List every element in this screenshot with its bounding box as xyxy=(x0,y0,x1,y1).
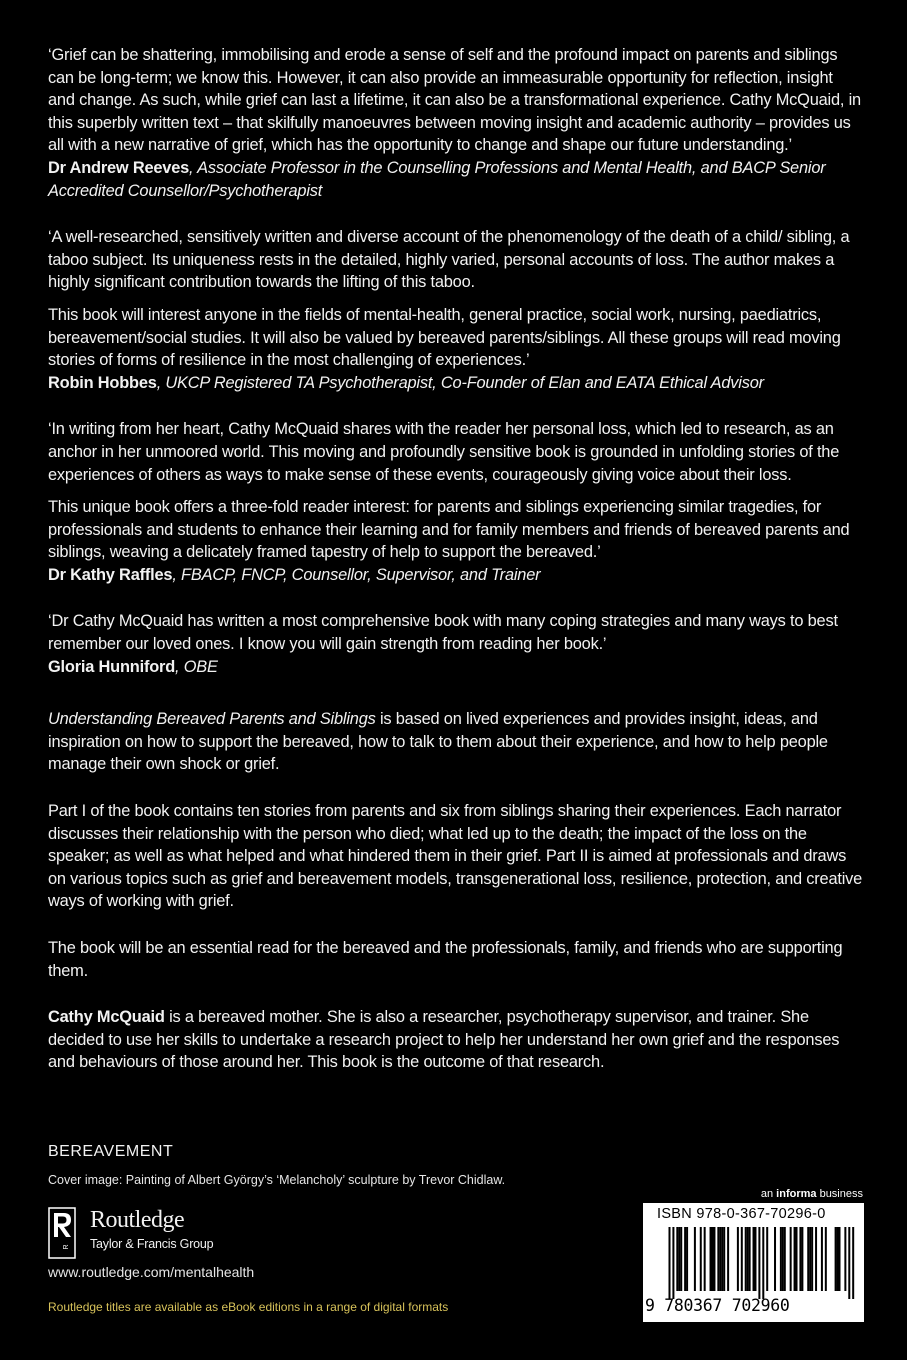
barcode-bar xyxy=(721,1227,723,1291)
barcode-bar xyxy=(809,1227,811,1291)
blurb-4-role: , OBE xyxy=(175,657,218,676)
barcode-bar xyxy=(807,1227,809,1291)
barcode-bar xyxy=(741,1227,743,1291)
blurb-4-attribution xyxy=(48,656,863,679)
description-essential: The book will be an essential read for the bereaved and the professionals, family, and friends who are supporting them. xyxy=(48,939,843,980)
barcode-bar xyxy=(711,1227,713,1291)
isbn-barcode xyxy=(643,1203,864,1322)
barcode-bar xyxy=(668,1227,670,1299)
blurb-1-name: Dr Andrew Reeves xyxy=(48,158,190,177)
blurb-2-role: , UKCP Registered TA Psychotherapist, Co-Founder of Elan and EATA Ethical Advisor xyxy=(156,373,764,392)
barcode-bar xyxy=(710,1227,712,1291)
informa-suffix: business xyxy=(816,1188,863,1200)
book-title: Understanding Bereaved Parents and Siblings xyxy=(48,710,376,729)
isbn-number: ISBN 978-0-367-70296-0 xyxy=(657,1206,826,1222)
barcode-bar xyxy=(749,1227,751,1291)
barcode-bar xyxy=(723,1227,725,1291)
informa-brand: informa xyxy=(776,1188,817,1200)
barcode-bar xyxy=(839,1227,841,1291)
blurb-4-quote: ‘Dr Cathy McQuaid has written a most comprehensive book with many coping strategies and many ways to best remember our loved ones. I know you will gain strength from reading her book.’ xyxy=(48,612,838,654)
barcode-bar xyxy=(848,1227,850,1299)
barcode-bar xyxy=(680,1227,682,1291)
barcode-bar xyxy=(780,1227,782,1291)
barcode-bar xyxy=(747,1227,749,1291)
blurb-1-role: , Associate Professor in the Counselling Professions and Mental Health, and BACP Senior Accredited Counsellor/Psychotherapist xyxy=(48,158,826,200)
description-intro xyxy=(48,708,863,776)
barcode-bar xyxy=(753,1227,755,1291)
barcode-bar xyxy=(811,1227,813,1291)
barcode-digits: 9 780367 702960 xyxy=(645,1296,790,1315)
barcode-bar xyxy=(762,1227,764,1299)
description-parts: Part I of the book contains ten stories from parents and six from siblings sharing their experiences. Each narrator discusses their relationship with the person who died; what led up to the death; the impact of the loss on the speaker; as well as what helped and what hindered them in their grief. Part II is aimed at professionals and draws on various topics such as grief and bereavement models, transgenerational loss, resilience, protection, and creative ways of working with grief. xyxy=(48,802,863,911)
barcode-bar xyxy=(672,1227,674,1299)
barcode-bar xyxy=(801,1227,803,1291)
barcode-bar xyxy=(766,1227,768,1291)
ebook-note: Routledge titles are available as eBook editions in a range of digital formats xyxy=(48,1300,449,1314)
barcode-bar xyxy=(713,1227,715,1291)
barcode-bar xyxy=(815,1227,817,1291)
description-intro-text: is based on lived experiences and provides insight, ideas, and inspiration on how to support the bereaved, how to talk to them about their experience, and how to help people manage their own shock or grief. xyxy=(48,710,828,774)
blurb-3-name: Dr Kathy Raffles xyxy=(48,565,173,584)
barcode-bar xyxy=(790,1227,792,1291)
logo-letter: R xyxy=(63,1244,70,1250)
blurb-2-quote-p1: ‘A well-researched, sensitively written and diverse account of the phenomenology of the death of a child/ sibling, a taboo subject. Its uniqueness rests in the detailed, highly varied, personal accounts of loss. The author makes a highly significant contribution towards the lifting of this taboo. xyxy=(48,228,850,292)
barcode-bar xyxy=(700,1227,702,1291)
barcode-bar xyxy=(719,1227,721,1291)
blurb-1-quote: ‘Grief can be shattering, immobilising and erode a sense of self and the profound impact on parents and siblings can be long-term; we know this. However, it can also provide an immeasurable opportunity for reflection, insight and change. As such, while grief can last a lifetime, it can also be a transformational experience. Cathy McQuaid, in this superbly written text – that skilfully manoeuvres between moving insight and academic authority – provides us all with a new narrative of grief, which has the opportunity to change and shape our future understanding.’ xyxy=(48,46,861,155)
barcode-bar xyxy=(796,1227,798,1291)
author-bio xyxy=(48,1006,863,1074)
barcode-bar xyxy=(745,1227,747,1291)
barcode-bar xyxy=(754,1227,756,1291)
informa-prefix: an xyxy=(760,1188,777,1200)
author-bio-text: is a bereaved mother. She is also a researcher, psychotherapy supervisor, and trainer. She decided to use her skills to undertake a research project to help her understand her own grief and the responses and behaviours of those around her. This book is the outcome of that research. xyxy=(48,1008,840,1072)
barcode-bar xyxy=(782,1227,784,1291)
blurb-3-attribution xyxy=(48,564,863,587)
routledge-logo-icon xyxy=(48,1207,76,1259)
informa-business-tag xyxy=(761,1188,863,1200)
barcode-bar xyxy=(686,1227,688,1291)
subject-category: BEREAVEMENT xyxy=(48,1143,174,1160)
barcode-bar xyxy=(821,1227,823,1291)
barcode-bar xyxy=(794,1227,796,1291)
barcode-bar xyxy=(678,1227,680,1291)
barcode-bar xyxy=(704,1227,706,1291)
barcode-bar xyxy=(784,1227,786,1291)
barcode-bar xyxy=(727,1227,729,1291)
blurb-2-attribution xyxy=(48,372,863,395)
barcode-bar xyxy=(835,1227,837,1291)
publisher-name: Routledge xyxy=(90,1207,185,1233)
blurb-2-name: Robin Hobbes xyxy=(48,373,157,392)
cover-credit: Cover image: Painting of Albert György’s ‘Melancholy’ sculpture by Trevor Chidlaw. xyxy=(48,1173,506,1187)
barcode-bar xyxy=(758,1227,760,1299)
barcode-bar xyxy=(684,1227,686,1291)
blurb-3-role: , FBACP, FNCP, Counsellor, Supervisor, and Trainer xyxy=(172,565,541,584)
publisher-website-link[interactable]: www.routledge.com/mentalhealth xyxy=(48,1264,255,1280)
author-name: Cathy McQuaid xyxy=(48,1008,165,1027)
barcode-bars xyxy=(647,1227,860,1299)
blurb-4-name: Gloria Hunniford xyxy=(48,657,176,676)
barcode-bar xyxy=(852,1227,854,1299)
barcode-bar xyxy=(837,1227,839,1291)
blurb-2-quote-p2: This book will interest anyone in the fields of mental-health, general practice, social work, nursing, paediatrics, bereavement/social studies. It will also be valued by bereaved parents/siblings. All these groups will read moving stories of forms of resilience in the most challenging of experiences.’ xyxy=(48,305,841,370)
blurb-3-quote-p1: ‘In writing from her heart, Cathy McQuaid shares with the reader her personal loss, which led to research, as an anchor in her unmoored world. This moving and profoundly sensitive book is grounded in unfolding stories of the experiences of others as ways to make sense of these events, courageously giving voice about their loss. xyxy=(48,420,840,484)
publisher-group: Taylor & Francis Group xyxy=(90,1237,214,1251)
barcode-bar xyxy=(717,1227,719,1291)
barcode-bar xyxy=(825,1227,827,1291)
barcode-bar xyxy=(676,1227,678,1291)
publisher-logo xyxy=(48,1207,248,1259)
back-cover-text xyxy=(48,44,863,1074)
barcode-bar xyxy=(774,1227,776,1291)
barcode-bar xyxy=(799,1227,801,1291)
barcode-bar xyxy=(737,1227,739,1291)
barcode-bar xyxy=(694,1227,696,1291)
blurb-3-quote-p2: This unique book offers a three-fold reader interest: for parents and siblings experiencing similar tragedies, for professionals and students to enhance their learning and for family members and friends of bereaved parents and siblings, weaving a delicately framed tapestry of help to support the bereaved.’ xyxy=(48,498,850,562)
blurb-1-attribution xyxy=(48,157,863,202)
barcode-bar xyxy=(844,1227,846,1291)
